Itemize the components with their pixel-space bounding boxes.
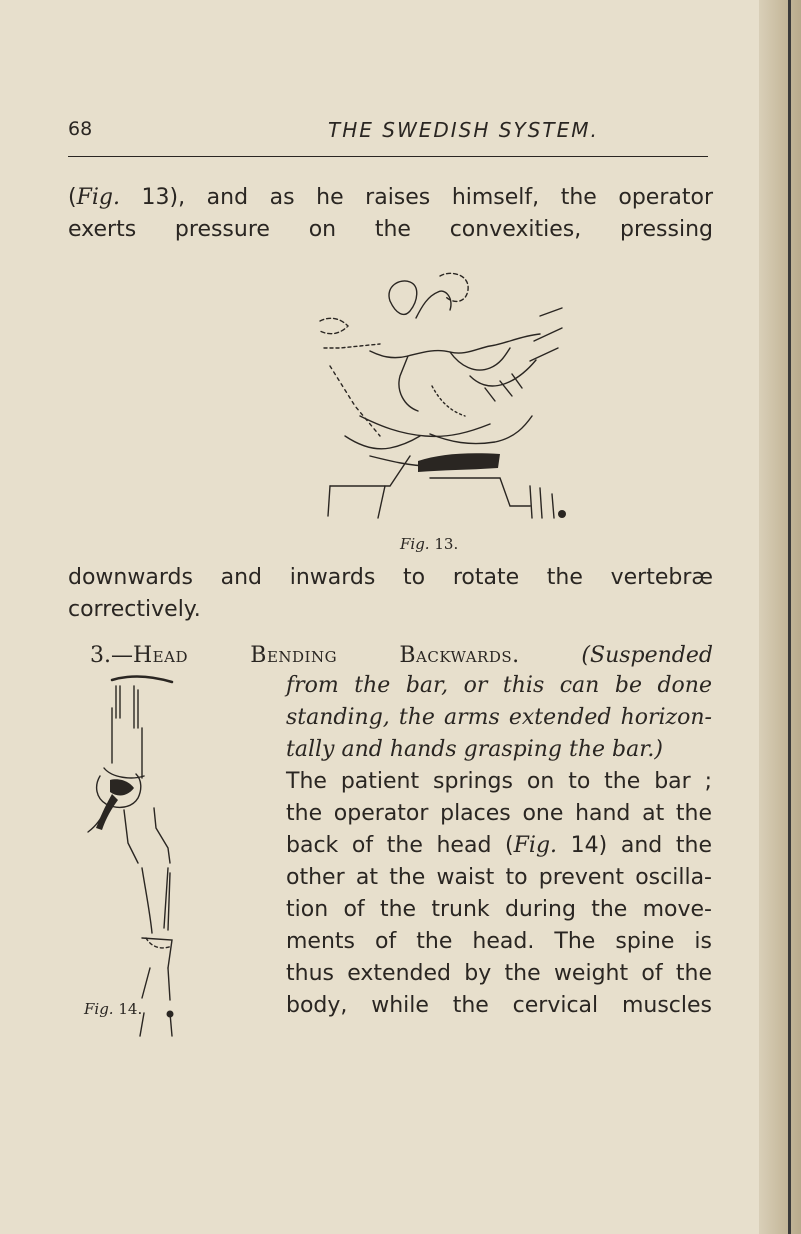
figure-13-caption bbox=[400, 535, 458, 553]
body-line-5: tion of the trunk during the move- bbox=[286, 897, 712, 922]
body-line-6: ments of the head. The spine is bbox=[286, 929, 712, 954]
body-line-1: The patient springs on to the bar ; bbox=[286, 769, 712, 794]
section-number: 3.— bbox=[90, 643, 133, 668]
body-line-4: other at the waist to prevent oscilla- bbox=[286, 865, 712, 890]
body-line-3-end: 14) and the bbox=[557, 833, 712, 858]
header-rule bbox=[68, 156, 708, 157]
page-header bbox=[68, 118, 708, 148]
paragraph2-line1: downwards and inwards to rotate the vertebræ bbox=[68, 565, 713, 590]
body-line-2: the operator places one hand at the bbox=[286, 801, 712, 826]
fig-ref-13-label: Fig. bbox=[76, 185, 120, 210]
body-line-3-start: back of the head ( bbox=[286, 833, 514, 858]
paragraph1-line1: (Fig. 13), and as he raises himself, the operator bbox=[68, 185, 713, 210]
paragraph2-line2: correctively. bbox=[68, 597, 201, 622]
page-number: 68 bbox=[68, 118, 93, 140]
fig-ref-14-label: Fig. bbox=[513, 833, 558, 858]
figure-14-caption bbox=[84, 1000, 142, 1018]
figure-14-illustration bbox=[72, 668, 192, 1040]
figure-14-caption-label: Fig. bbox=[84, 1000, 114, 1018]
section-italic-open: (Suspended bbox=[519, 643, 713, 668]
body-line-7: thus extended by the weight of the bbox=[286, 961, 712, 986]
paragraph1-line2: exerts pressure on the convexities, pressing bbox=[68, 217, 713, 242]
body-line-3 bbox=[286, 832, 712, 860]
italic-line-3: tally and hands grasping the bar.) bbox=[286, 737, 663, 762]
section3-heading-line bbox=[90, 642, 713, 670]
italic-line-1: from the bar, or this can be done bbox=[286, 673, 712, 698]
page-edge-line bbox=[788, 0, 791, 1234]
figure-13-caption-number: 13. bbox=[434, 535, 459, 553]
running-title: THE SWEDISH SYSTEM. bbox=[328, 118, 599, 142]
figure-13-caption-label: Fig. bbox=[400, 535, 430, 553]
page-edge bbox=[759, 0, 801, 1234]
figure-13-illustration bbox=[300, 256, 590, 526]
paragraph1-line1-text: 13), and as he raises himself, the operator bbox=[119, 185, 713, 210]
section-heading: Head Bending Backwards. bbox=[133, 643, 520, 668]
italic-line-2: standing, the arms extended horizon- bbox=[286, 705, 712, 730]
figure-14-caption-number: 14. bbox=[118, 1000, 143, 1018]
body-line-8: body, while the cervical muscles bbox=[286, 993, 712, 1018]
